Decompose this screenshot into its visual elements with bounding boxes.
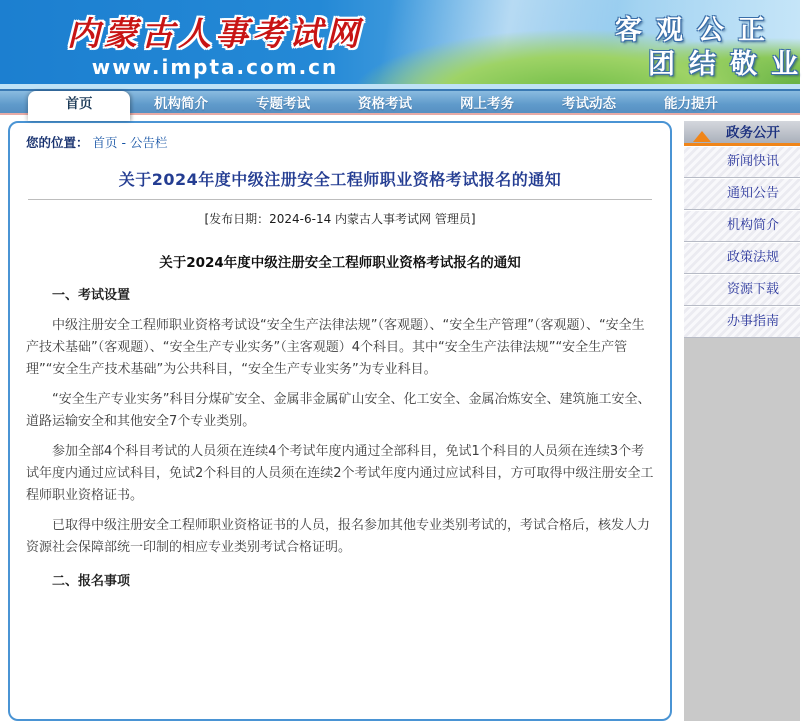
sidebar-item-guide[interactable]: 办事指南 xyxy=(684,306,800,338)
triangle-up-icon xyxy=(693,131,711,142)
nav-tab-online-services[interactable]: 网上考务 xyxy=(460,96,514,112)
main-row xyxy=(0,115,800,721)
sidebar xyxy=(684,121,800,721)
nav-tab-exam-news[interactable]: 考试动态 xyxy=(562,96,616,112)
paragraph: 已取得中级注册安全工程师职业资格证书的人员，报名参加其他专业类别考试的，考试合格后，核发人力资源社会保障部统一印制的相应专业类别考试合格证明。 xyxy=(26,518,651,555)
publish-info: [发布日期：2024-6-14 内蒙古人事考试网 管理员] xyxy=(204,212,476,226)
paragraph: 中级注册安全工程师职业资格考试设“安全生产法律法规”（客观题）、“安全生产管理”（客观题）、“安全生产技术基础”（客观题）、“安全生产专业实务”（主客观题）4个科目。其中“安全生产法律法规”“安全生产管理”“安全生产技术基础”为公共科目，“安全生产专业实务”为专业科目。 xyxy=(26,318,645,377)
section-heading-2: 二、报名事项 xyxy=(52,574,131,589)
breadcrumb-label: 您的位置： xyxy=(26,135,89,150)
article-subtitle: 关于2024年度中级注册安全工程师职业资格考试报名的通知 xyxy=(159,255,521,271)
breadcrumb xyxy=(26,131,654,151)
paragraph: 参加全部4个科目考试的人员须在连续4个考试年度内通过全部科目，免试1个科目的人员须在连续3个考试年度内通过应试科目，免试2个科目的人员须在连续2个考试年度内通过应试科目，方可取得中级注册安全工程师职业资格证书。 xyxy=(26,444,654,503)
site-banner xyxy=(0,0,812,89)
nav-tab-special-exams[interactable]: 专题考试 xyxy=(256,96,310,112)
title-divider xyxy=(28,199,652,200)
sidebar-header xyxy=(684,121,800,146)
nav-tab-about[interactable]: 机构简介 xyxy=(154,96,208,112)
sidebar-item-org-profile[interactable]: 机构简介 xyxy=(684,210,800,242)
site-logo[interactable]: 内蒙古人事考试网 xyxy=(67,14,363,53)
motto-line-2: 团结敬业 xyxy=(648,49,812,80)
sidebar-item-downloads[interactable]: 资源下载 xyxy=(684,274,800,306)
sidebar-item-policies[interactable]: 政策法规 xyxy=(684,242,800,274)
paragraph: “安全生产专业实务”科目分煤矿安全、金属非金属矿山安全、化工安全、金属冶炼安全、建筑施工安全、道路运输安全和其他安全7个专业类别。 xyxy=(26,392,651,429)
main-nav xyxy=(0,89,800,115)
breadcrumb-path[interactable]: 首页 - 公告栏 xyxy=(92,135,168,150)
sidebar-item-notices[interactable]: 通知公告 xyxy=(684,178,800,210)
section-heading-1: 一、考试设置 xyxy=(52,288,131,303)
site-url: www.impta.com.cn xyxy=(91,55,339,79)
nav-tab-home[interactable]: 首页 xyxy=(28,91,130,121)
article-body xyxy=(26,285,654,593)
sidebar-item-news[interactable]: 新闻快讯 xyxy=(684,146,800,178)
motto-line-1: 客观公正 xyxy=(615,15,779,46)
nav-tab-qualification-exams[interactable]: 资格考试 xyxy=(358,96,412,112)
sidebar-header-label: 政务公开 xyxy=(726,125,780,141)
nav-tab-ability[interactable]: 能力提升 xyxy=(664,96,718,112)
content-box xyxy=(8,121,672,721)
article-title: 关于2024年度中级注册安全工程师职业资格考试报名的通知 xyxy=(118,170,562,189)
